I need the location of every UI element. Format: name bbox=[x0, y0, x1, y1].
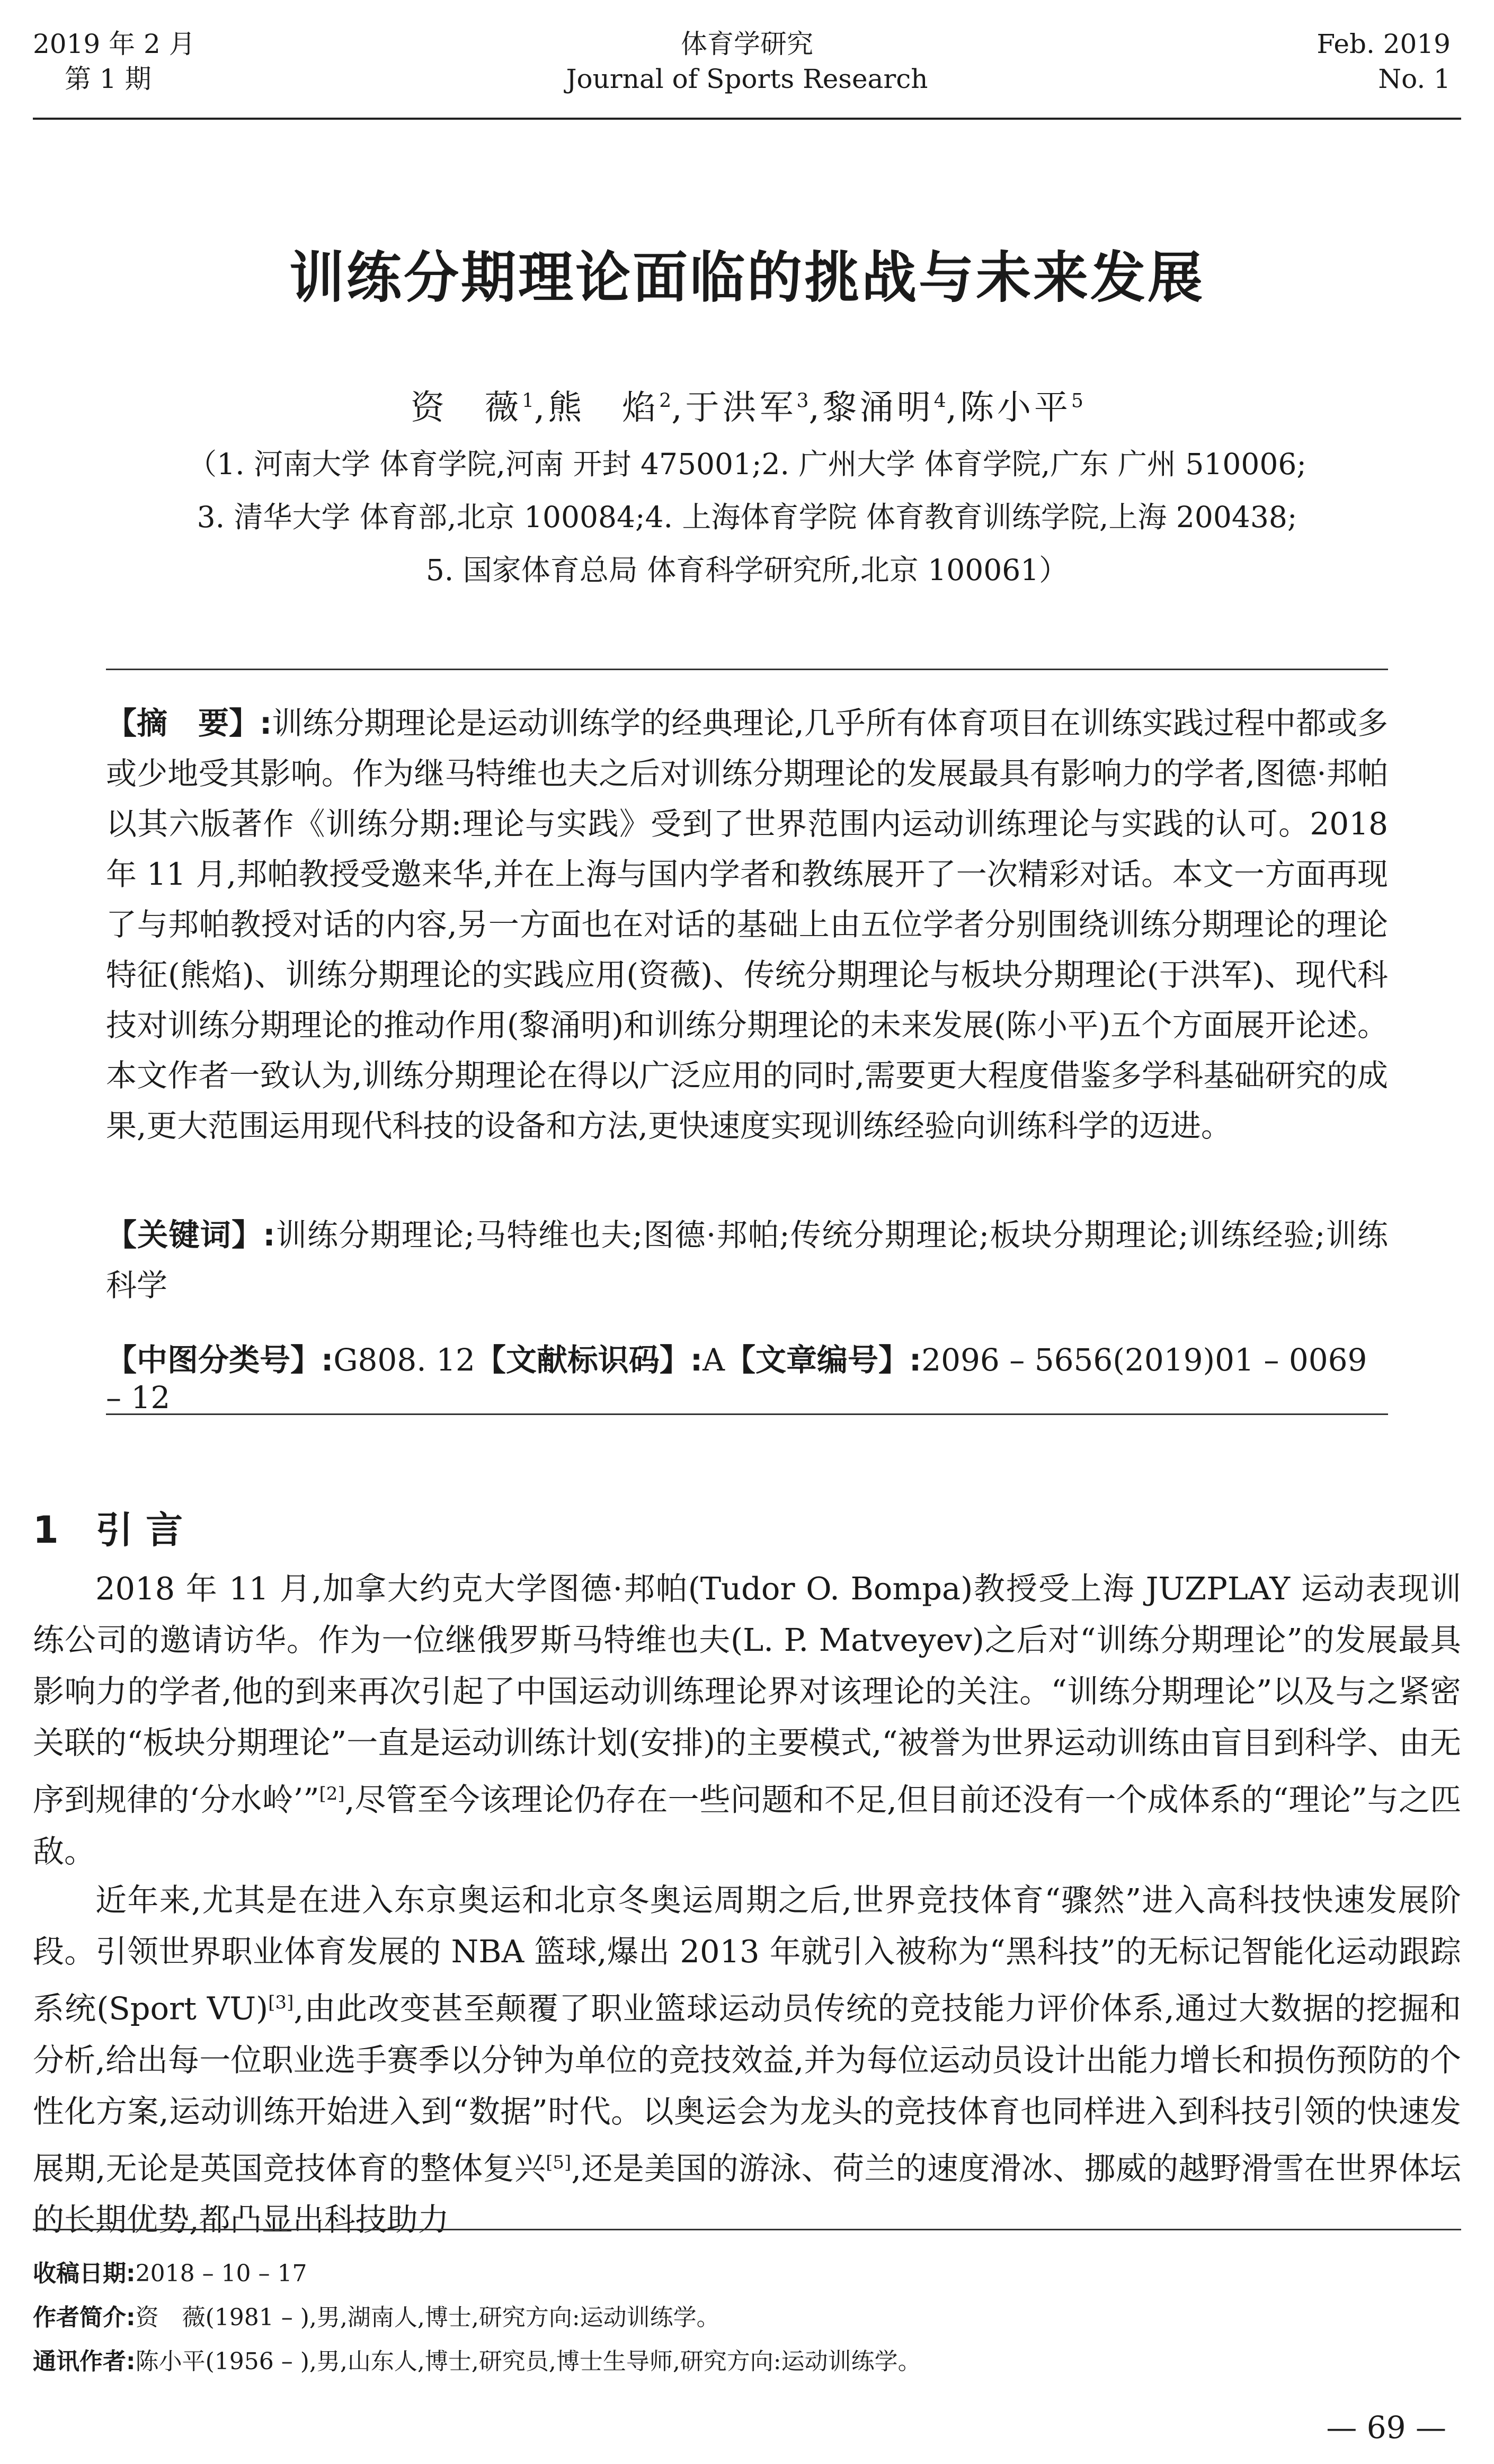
keywords bbox=[106, 1210, 1388, 1311]
paragraph-text: ,尽管至今该理论仍存在一些问题和不足,但目前还没有一个成体系的“理论”与之匹敌。 bbox=[33, 1781, 1461, 1870]
author-name: 陈小平 bbox=[960, 388, 1072, 428]
affiliation-line: 5. 国家体育总局 体育科学研究所,北京 100061） bbox=[425, 553, 1069, 587]
paragraph-text: 2018 年 11 月,加拿大约克大学图德·邦帕(Tudor O. Bompa)教授受上海 JUZPLAY 运动表现训练公司的邀请访华。作为一位继俄罗斯马特维也夫(L. P. Matveyev)之后对“训练分期理论”的发展最具影响力的学者,他的到来再次引起了中国运动训练理论界对该理论的关注。“训练分期理论”以及与之紧密关联的“板块分期理论”一直是运动训练计划(安排)的主要模式,“被誉为世界运动训练由盲目到科学、由无序到规律的‘分水岭’” bbox=[33, 1570, 1461, 1818]
footnote-received bbox=[33, 2254, 307, 2288]
author-affil-mark: 3 bbox=[796, 390, 809, 412]
author-list: 资 薇$^1$,熊 焰$^2$,于洪军$^3$,黎涌明$^4$,陈小平$^5$ bbox=[411, 388, 1083, 428]
keywords-text: 训练分期理论;马特维也夫;图德·邦帕;传统分期理论;板块分期理论;训练经验;训练科学 bbox=[106, 1217, 1388, 1303]
author-name: 熊 焰 bbox=[548, 388, 660, 428]
author-name: 于洪军 bbox=[685, 388, 797, 428]
author-affil-mark: 2 bbox=[659, 390, 672, 412]
article-title: 训练分期理论面临的挑战与未来发展 bbox=[289, 245, 1205, 310]
footnote-label: 收稿日期: bbox=[33, 2260, 136, 2287]
section-heading bbox=[33, 1500, 183, 1554]
abstract-bottom-rule bbox=[106, 1413, 1388, 1415]
abstract-text: 训练分期理论是运动训练学的经典理论,几乎所有体育项目在训练实践过程中都或多或少地受其影响。作为继马特维也夫之后对训练分期理论的发展最具有影响力的学者,图德·邦帕以其六版著作《训练分期:理论与实践》受到了世界范围内运动训练理论与实践的认可。2018 年 11 月,邦帕教授受邀来华,并在上海与国内学者和教练展开了一次精彩对话。本文一方面再现了与邦帕教授对话的内容,另一方面也在对话的基础上由五位学者分别围绕训练分期理论的理论特征(熊焰)、训练分期理论的实践应用(资薇)、传统分期理论与板块分期理论(于洪军)、现代科技对训练分期理论的推动作用(黎涌明)和训练分期理论的未来发展(陈小平)五个方面展开论述。本文作者一致认为,训练分期理论在得以广泛应用的同时,需要更大程度借鉴多学科基础研究的成果,更大范围运用现代科技的设备和方法,更快速度实现训练经验向训练科学的迈进。 bbox=[106, 705, 1388, 1144]
article-number-value: 2096 – 5656(2019)01 – 0069 – 12 bbox=[106, 1342, 1367, 1416]
footnote-corresponding bbox=[33, 2342, 921, 2376]
body-paragraph bbox=[33, 1563, 1461, 1877]
author-name: 资 薇 bbox=[411, 388, 522, 428]
citation-ref: [3] bbox=[268, 1992, 294, 2013]
footnote-value: 资 薇(1981 – ),男,湖南人,博士,研究方向:运动训练学。 bbox=[135, 2304, 720, 2331]
affiliation-line: 3. 清华大学 体育部,北京 100084;4. 上海体育学院 体育教育训练学院,上海 200438; bbox=[197, 500, 1297, 534]
journal-name-cn: 体育学研究 bbox=[681, 29, 813, 59]
footnote-rule bbox=[33, 2229, 1461, 2230]
footnote-label: 通讯作者: bbox=[33, 2348, 136, 2375]
header-issue-en: No. 1 bbox=[1378, 64, 1451, 94]
header-issue: 第 1 期 bbox=[65, 64, 152, 94]
classification-line bbox=[106, 1335, 1388, 1416]
abstract-label: 【摘 要】: bbox=[106, 705, 272, 741]
section-title: 引 言 bbox=[95, 1508, 183, 1552]
clc-value: G808. 12 bbox=[333, 1342, 475, 1378]
footnote-label: 作者简介: bbox=[33, 2304, 136, 2331]
section-number: 1 bbox=[33, 1508, 59, 1552]
keywords-label: 【关键词】: bbox=[106, 1217, 275, 1253]
header-divider bbox=[33, 118, 1461, 120]
doc-code-label: 【文献标识码】: bbox=[475, 1342, 703, 1378]
abstract-top-rule bbox=[106, 669, 1388, 670]
affiliation-line: （1. 河南大学 体育学院,河南 开封 475001;2. 广州大学 体育学院,广东 广州 510006; bbox=[188, 447, 1306, 481]
journal-name-en: Journal of Sports Research bbox=[566, 64, 928, 94]
page-number: — 69 — bbox=[1326, 2409, 1446, 2445]
header-date-en: Feb. 2019 bbox=[1317, 29, 1451, 59]
journal-date-issue-en bbox=[1317, 26, 1451, 96]
footnote-author bbox=[33, 2298, 720, 2332]
author-affil-mark: 4 bbox=[933, 390, 946, 412]
paragraph-text: ,由此改变甚至颠覆了职业篮球运动员传统的竞技能力评价体系,通过大数据的挖掘和分析,给出每一位职业选手赛季以分钟为单位的竞技效益,并为每位运动员设计出能力增长和损伤预防的个性化方案,运动训练开始进入到“数据”时代。以奥运会为龙头的竞技体育也同样进入到科技引领的快速发展期,无论是英国竞技体育的整体复兴 bbox=[33, 1990, 1461, 2187]
clc-label: 【中图分类号】: bbox=[106, 1342, 334, 1378]
paragraph-text: ,还是美国的游泳、荷兰的速度滑冰、挪威的越野滑雪在世界体坛的长期优势,都凸显出科技助力 bbox=[33, 2150, 1461, 2238]
article-number-label: 【文章编号】: bbox=[725, 1342, 922, 1378]
citation-ref: [2] bbox=[319, 1783, 345, 1804]
journal-name bbox=[0, 26, 1494, 96]
body-paragraph bbox=[33, 1874, 1461, 2245]
doc-code-value: A bbox=[702, 1342, 725, 1378]
author-affil-mark: 1 bbox=[522, 390, 534, 412]
author-affil-mark: 5 bbox=[1071, 390, 1083, 412]
abstract bbox=[106, 698, 1388, 1151]
footnote-value: 2018 – 10 – 17 bbox=[135, 2260, 307, 2287]
header-date: 2019 年 2 月 bbox=[33, 29, 195, 59]
author-name: 黎涌明 bbox=[822, 388, 934, 428]
paragraph-text: 近年来,尤其是在进入东京奥运和北京冬奥运周期之后,世界竞技体育“骤然”进入高科技快速发展阶段。引领世界职业体育发展的 NBA 篮球,爆出 2013 年就引入被称为“黑科技”的无标记智能化运动跟踪系统(Sport VU) bbox=[33, 1882, 1461, 2027]
footnote-value: 陈小平(1956 – ),男,山东人,博士,研究员,博士生导师,研究方向:运动训练学。 bbox=[135, 2348, 921, 2375]
citation-ref: [5] bbox=[546, 2151, 572, 2173]
